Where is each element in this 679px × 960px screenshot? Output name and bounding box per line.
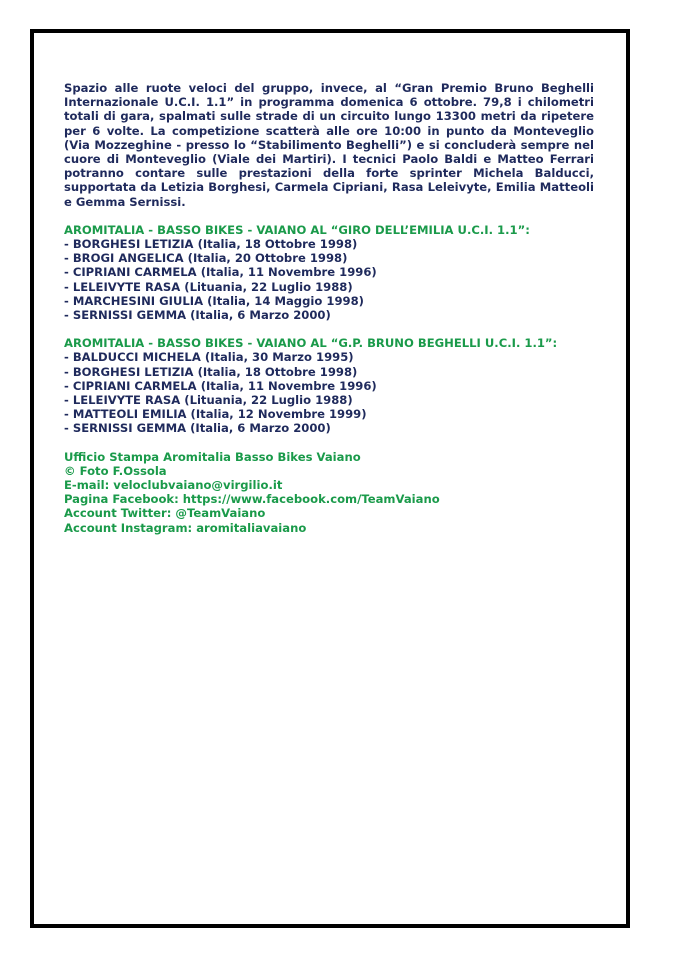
instagram-line: Account Instagram: aromitaliavaiano: [64, 520, 307, 535]
press-office-footer: [64, 450, 594, 535]
giro-emilia-title: AROMITALIA - BASSO BIKES - VAIANO AL “GIRO DELL’EMILIA U.C.I. 1.1”:: [64, 222, 530, 237]
giro-emilia-section: [64, 223, 594, 322]
facebook-line: Pagina Facebook: https://www.facebook.com/TeamVaiano: [64, 492, 440, 507]
page-frame: [30, 29, 630, 928]
rider-line: - BALDUCCI MICHELA (Italia, 30 Marzo 1995): [64, 350, 354, 365]
rider-line: - SERNISSI GEMMA (Italia, 6 Marzo 2000): [64, 308, 331, 323]
document-content: [64, 81, 594, 535]
rider-line: - BORGHESI LETIZIA (Italia, 18 Ottobre 1998): [64, 237, 358, 252]
gp-beghelli-section: [64, 336, 594, 435]
rider-line: - SERNISSI GEMMA (Italia, 6 Marzo 2000): [64, 421, 331, 436]
email-line: E-mail: veloclubvaiano@virgilio.it: [64, 478, 283, 493]
twitter-line: Account Twitter: @TeamVaiano: [64, 506, 266, 521]
intro-paragraph: Spazio alle ruote veloci del gruppo, invece, al “Gran Premio Bruno Beghelli Internazionale U.C.I. 1.1” in programma domenica 6 ottobre. 79,8 i chilometri totali di gara, spalmati sulle strade di un circuito lungo 13300 metri da ripetere per 6 volte. La competizione scatterà alle ore 10:00 in punto da Monteveglio (Via Mozzeghine - presso lo “Stabilimento Beghelli”) e si concluderà sempre nel cuore di Monteveglio (Viale dei Martiri). I tecnici Paolo Baldi e Matteo Ferrari potranno contare sulle prestazioni della forte sprinter Michela Balducci, supportata da Letizia Borghesi, Carmela Cipriani, Rasa Leleivyte, Emilia Matteoli e Gemma Sernissi.: [64, 81, 594, 209]
rider-line: - BORGHESI LETIZIA (Italia, 18 Ottobre 1998): [64, 364, 358, 379]
rider-line: - CIPRIANI CARMELA (Italia, 11 Novembre 1996): [64, 265, 377, 280]
rider-line: - BROGI ANGELICA (Italia, 20 Ottobre 1998): [64, 251, 348, 266]
photo-credit: © Foto F.Ossola: [64, 463, 167, 478]
rider-line: - MARCHESINI GIULIA (Italia, 14 Maggio 1998): [64, 293, 364, 308]
press-office-name: Ufficio Stampa Aromitalia Basso Bikes Vaiano: [64, 449, 361, 464]
gp-beghelli-title: AROMITALIA - BASSO BIKES - VAIANO AL “G.P. BRUNO BEGHELLI U.C.I. 1.1”:: [64, 336, 558, 351]
rider-line: - CIPRIANI CARMELA (Italia, 11 Novembre 1996): [64, 378, 377, 393]
rider-line: - LELEIVYTE RASA (Lituania, 22 Luglio 1988): [64, 393, 353, 408]
rider-line: - LELEIVYTE RASA (Lituania, 22 Luglio 1988): [64, 279, 353, 294]
rider-line: - MATTEOLI EMILIA (Italia, 12 Novembre 1999): [64, 407, 367, 422]
